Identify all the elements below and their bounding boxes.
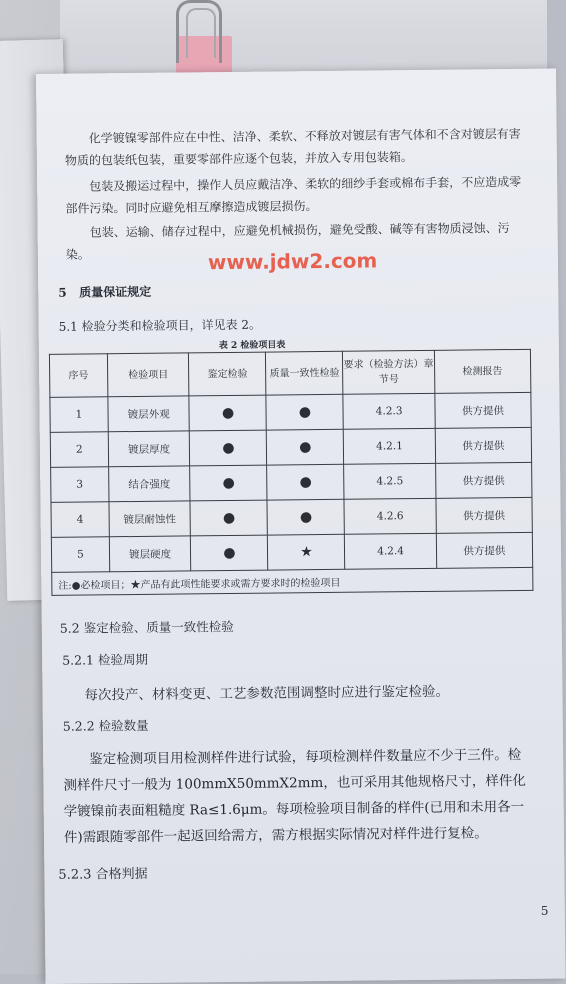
section-5-2-1-heading: 5.2.1 检验周期 bbox=[62, 651, 148, 668]
required-dot-icon: ● bbox=[190, 430, 267, 466]
table-row bbox=[51, 462, 532, 502]
table-cell: 4.2.6 bbox=[344, 498, 436, 534]
header-cell: 检验项目 bbox=[107, 353, 189, 397]
header-cell: 鉴定检验 bbox=[189, 352, 266, 396]
table-cell: 5 bbox=[51, 537, 109, 573]
required-dot-icon: ● bbox=[190, 465, 267, 501]
table-caption: 表 2 检验项目表 bbox=[218, 340, 286, 352]
table-cell: 4.2.3 bbox=[343, 393, 435, 429]
page-number: 5 bbox=[540, 903, 549, 918]
section-5-1-text: 5.1 检验分类和检验项目，详见表 2。 bbox=[58, 317, 262, 334]
table-row bbox=[50, 392, 531, 432]
section-5-heading bbox=[58, 283, 151, 301]
section-5-2-heading: 5.2 鉴定检验、质量一致性检验 bbox=[59, 618, 234, 636]
required-dot-icon: ● bbox=[189, 395, 266, 431]
table-cell: 供方提供 bbox=[435, 427, 532, 463]
table-cell: 镀层硬度 bbox=[109, 536, 191, 572]
required-dot-icon: ● bbox=[267, 499, 344, 535]
table-note: 注:●必检项目；★产品有此项性能要求或需方要求时的检验项目 bbox=[52, 567, 533, 595]
table-cell: 4.2.5 bbox=[344, 463, 436, 499]
section-5-title: 质量保证规定 bbox=[79, 284, 152, 300]
required-dot-icon: ● bbox=[266, 394, 343, 430]
document-page bbox=[36, 69, 566, 984]
required-dot-icon: ● bbox=[267, 429, 344, 465]
optional-star-icon: ★ bbox=[268, 534, 345, 570]
table-cell: 4 bbox=[51, 502, 109, 538]
table-cell: 供方提供 bbox=[436, 532, 533, 568]
paper-clip-inner-icon bbox=[186, 8, 216, 58]
page-content bbox=[36, 69, 566, 984]
header-cell: 要求（检验方法）章节号 bbox=[343, 350, 435, 394]
table-cell: 镀层厚度 bbox=[108, 431, 190, 467]
paragraph-packaging: 化学镀镍零部件应在中性、洁净、柔软、不释放对镀层有害气体和不含对镀层有害物质的包装纸包装，重要零部件应逐个包装，并放入专用包装箱。 bbox=[64, 126, 521, 168]
table-cell: 结合强度 bbox=[108, 466, 190, 502]
section-5-2-2-heading: 5.2.2 检验数量 bbox=[62, 717, 149, 734]
table-cell: 供方提供 bbox=[435, 462, 532, 498]
table-cell: 4.2.1 bbox=[344, 428, 436, 464]
section-5-2-1-text: 每次投产、材料变更、工艺参数范围调整时应进行鉴定检验。 bbox=[84, 683, 450, 704]
table-row bbox=[51, 497, 532, 537]
paragraph-handling: 包装及搬运过程中，操作人员应戴洁净、柔软的细纱手套或棉布手套，不应造成零部件污染。同时应避免相互摩擦造成镀层损伤。 bbox=[65, 174, 522, 216]
table-header-row bbox=[49, 349, 530, 397]
section-5-number: 5 bbox=[58, 285, 67, 300]
table-row bbox=[51, 532, 532, 572]
required-dot-icon: ● bbox=[267, 464, 344, 500]
section-5-2-2-text: 鉴定检测项目用检测样件进行试验，每项检测样件数量应不少于三件。检测样件尺寸一般为 100mmX50mmX2mm，也可采用其他规格尺寸，样件化学镀镍前表面粗糙度 Ra≤1.6μm。每项检验项目制备的样件(已用和未用各一件)需跟随零部件一起返回给需方，需方根据实际情况对样件进行复检。 bbox=[63, 746, 526, 846]
table-note-row bbox=[52, 567, 533, 595]
header-cell: 检测报告 bbox=[434, 349, 531, 393]
watermark-text: www.jdw2.com bbox=[207, 248, 378, 275]
header-cell: 序号 bbox=[49, 354, 107, 398]
header-cell: 质量一致性检验 bbox=[266, 351, 343, 395]
table-cell: 4.2.4 bbox=[345, 533, 437, 569]
table-cell: 2 bbox=[50, 432, 108, 468]
table-cell: 镀层耐蚀性 bbox=[109, 501, 191, 537]
table-cell: 3 bbox=[51, 467, 109, 503]
inspection-table bbox=[49, 349, 534, 596]
required-dot-icon: ● bbox=[191, 535, 268, 571]
paragraph-transport: 包装、运输、储存过程中，应避免机械损伤，避免受酸、碱等有害物质浸蚀、污染。 bbox=[65, 221, 510, 262]
table-cell: 供方提供 bbox=[435, 392, 532, 428]
table-cell: 1 bbox=[50, 397, 108, 433]
table-cell: 供方提供 bbox=[436, 497, 533, 533]
table-cell: 镀层外观 bbox=[108, 396, 190, 432]
table-row bbox=[50, 427, 531, 467]
section-5-2-3-heading: 5.2.3 合格判据 bbox=[58, 866, 148, 883]
required-dot-icon: ● bbox=[190, 500, 267, 536]
